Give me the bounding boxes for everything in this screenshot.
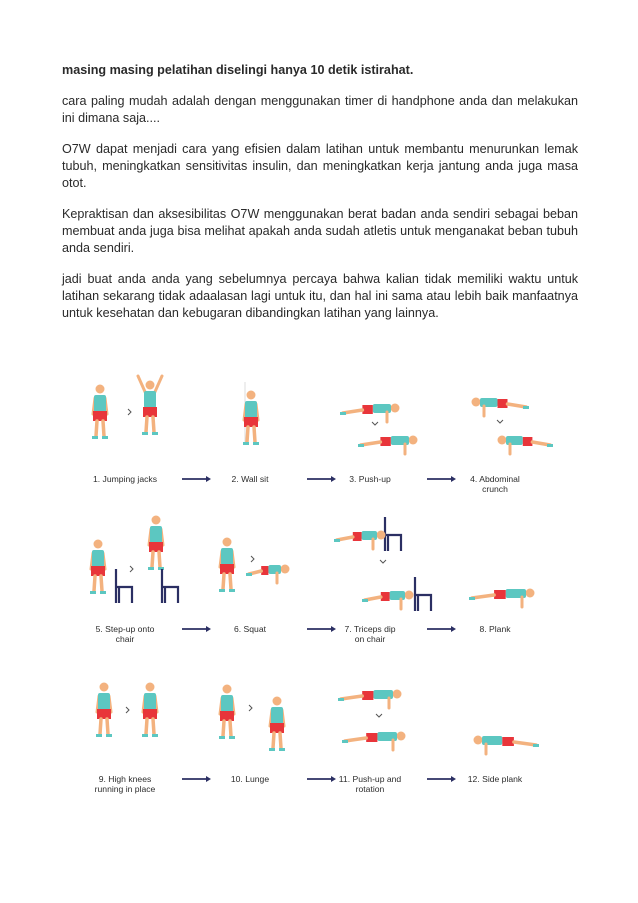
exercise-caption-line2: on chair [354,634,386,644]
exercise-caption [75,624,175,644]
exercise-caption [320,774,420,794]
exercise-illustration [90,516,178,604]
exercise-illustration [219,538,290,593]
exercise-caption-line2: crunch [482,484,508,494]
exercise-caption [445,474,545,494]
exercise-caption [445,624,545,634]
exercise-illustration [472,398,554,455]
exercise-caption-line1: 9. High knees [98,774,152,784]
exercise-caption [200,474,300,484]
exercise-illustration [334,517,431,611]
article-text [62,62,578,336]
exercise-caption [320,624,420,644]
exercise-caption-line2: rotation [355,784,385,794]
exercise-illustration [92,376,162,439]
exercise-caption [200,774,300,784]
paragraph-1: masing masing pelatihan diselingi hanya 10 detik istirahat. [62,63,414,77]
paragraph-5: jadi buat anda anda yang sebelumnya percaya bahwa kalian tidak memiliki waktu untuk latihan sekarang tidak adaalasan lagi untuk itu, dan hal ini sama atau lebih baik manfaatnya untuk kesehatan dan kebugaran dibandingkan latihan yang lainnya. [62,272,578,320]
exercise-illustration [340,404,418,455]
exercise-illustration [96,683,158,738]
exercise-caption-line1: 10. Lunge [230,774,270,784]
exercise-caption [320,474,420,484]
exercise-caption-line1: 3. Push-up [349,474,391,484]
exercise-caption [75,474,175,484]
exercise-caption-line1: 4. Abdominal [470,474,520,484]
exercise-illustration [219,685,285,752]
exercise-caption-line1: 12. Side plank [467,774,523,784]
exercise-caption [445,774,545,784]
exercise-caption-line1: 11. Push-up and [338,774,402,784]
exercise-caption-line1: 7. Triceps dip [344,624,396,634]
exercise-caption-line1: 5. Step-up onto [95,624,155,634]
exercise-caption [200,624,300,634]
exercise-illustration [474,736,540,755]
exercise-illustration [469,589,535,608]
exercise-caption-line1: 8. Plank [479,624,511,634]
exercise-illustration [338,690,406,751]
exercise-caption [75,774,175,794]
exercise-caption-line1: 2. Wall sit [231,474,269,484]
paragraph-4: Kepraktisan dan aksesibilitas O7W menggunakan berat badan anda sendiri sebagai beban membuat anda juga bisa melihat apakah anda sudah atletis untuk menganakat beban tubuh anda sendiri. [62,207,578,255]
exercise-caption-line1: 6. Squat [233,624,266,634]
paragraph-3: O7W dapat menjadi cara yang efisien dalam latihan untuk membantu menurunkan lemak tubuh, meningkatkan sensitivitas insulin, dan meningkatkan kerja jantung anda juga masa otot. [62,142,578,190]
exercise-caption-line2: running in place [94,784,156,794]
exercise-illustrations [80,372,560,802]
exercise-infographic [80,372,560,802]
exercise-caption-line2: chair [115,634,135,644]
exercise-caption-line1: 1. Jumping jacks [92,474,157,484]
exercise-illustration [243,382,259,445]
paragraph-2: cara paling mudah adalah dengan menggunakan timer di handphone anda dan melakukan ini dimana saja.... [62,94,578,125]
